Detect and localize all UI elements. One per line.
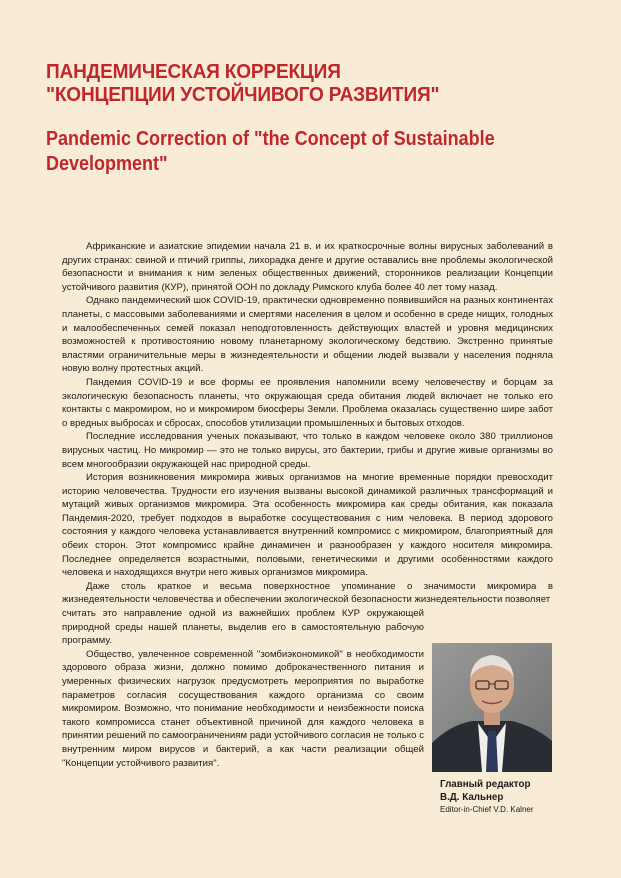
article-body-narrow — [62, 607, 424, 770]
paragraph-1: Африканские и азиатские эпидемии начала 21 в. и их краткосрочные волны вирусных заболеваний в других странах: свиной и птичий гриппы, лихорадка денге и другие оставались вне проблемы экологической безопасности и внимания к ним зеленых общественных движений, сторонников реализации Концепции устойчивого развития (КУР), принятой ООН по докладу Римского клуба более 40 лет тому назад. — [62, 241, 553, 293]
title-en-line-1: Pandemic Correction of "the Concept of Sustainable — [46, 128, 495, 150]
caption-role: Главный редактор — [440, 779, 531, 790]
title-russian — [46, 60, 548, 106]
caption-english: Editor-in-Chief V.D. Kalner — [440, 805, 534, 814]
paragraph-6-end: считать это направление одной из важнейших проблем КУР окружающей природной среды нашей планеты, выделив его в самостоятельную рабочую программу. — [62, 608, 424, 647]
paragraph-6-start: Даже столь краткое и весьма поверхностное упоминание о значимости микромира в жизнедеятельности человечества и обеспечении экологической безопасности жизнедеятельности позволяет — [62, 580, 553, 606]
caption-name: В.Д. Кальнер — [440, 791, 504, 803]
editor-portrait-image — [432, 643, 552, 772]
article-body — [62, 240, 553, 607]
paragraph-7: Общество, увлеченное современной "зомбиэкономикой" в необходимости здорового образа жизни, должно помимо доброкачественного питания и умеренных физических нагрузок предусмотреть мероприятия по выработке параметров согласия сосуществования каждого организма со своим микромиром. Возможно, что понимание необходимости и неизбежности поиска такого компромисса станет объективной причиной для каждого человека в принятии решений по самоограничениям ради устойчивого согласия не только с внутренним миром вирусов и бактерий, а как части реализации общей "Концепции устойчивого развития". — [62, 648, 424, 769]
paragraph-4: Последние исследования ученых показывают, что только в каждом человеке около 380 триллионов вирусных частиц. Но микромир — это не только вирусы, это бактерии, грибы и другие живые организмы во всем многообразии окружающей нас природной среды. — [62, 431, 553, 470]
paragraph-3: Пандемия COVID-19 и все формы ее проявления напомнили всему человечеству и борцам за экологическую безопасность планеты, что окружающая среда обитания людей включает не только его контакты с макромиром, но и микромиром биосферы Земли. Проблема оказалась существенно шире забот о вредных выбросах и сбросах, способов утилизации промышленных и бытовых отходов. — [62, 376, 553, 429]
title-ru-line-1: ПАНДЕМИЧЕСКАЯ КОРРЕКЦИЯ — [46, 60, 341, 83]
paragraph-2: Однако пандемический шок COVID-19, практически одновременно появившийся на разных континентах планеты, с массовыми заболеваниями и смертями населения в целом и особенно в среде нищих, голодных и малообеспеченных семей показал неподготовленность действующих властей и уровня медицинских возможностей к противостоянию новому планетарному экологическому бедствию. Экстренно принятые властями ограничительные меры в жизнедеятельности и общении людей вызвали у населения подняла новую волну протестных акций. — [62, 295, 553, 375]
title-english — [46, 127, 568, 177]
photo-caption — [440, 779, 560, 817]
paragraph-5: История возникновения микромира живых организмов на многие временные порядки превосходит историю человечества. Трудности его изучения вызваны высокой динамикой различных трансформаций и мутаций живых организмов микромира. Эта особенность микромира как среды обитания, как показала Пандемия-2020, требует подходов в выработке сосуществования с ним человека. В период здорового состояния у каждого человека устанавливается внутренний компромисс с микромиром, благоприятный для обеих сторон. Этот компромисс крайне динамичен и разнообразен у каждого носителя микромира. Последнее определяется возрастными, половыми, генетическими и другими особенностями каждого человека и находящихся внутри него живых организмов микромира. — [62, 472, 553, 579]
editor-photo — [432, 643, 552, 772]
title-en-line-2: Development" — [46, 153, 168, 175]
title-ru-line-2: "КОНЦЕПЦИИ УСТОЙЧИВОГО РАЗВИТИЯ" — [46, 83, 440, 106]
